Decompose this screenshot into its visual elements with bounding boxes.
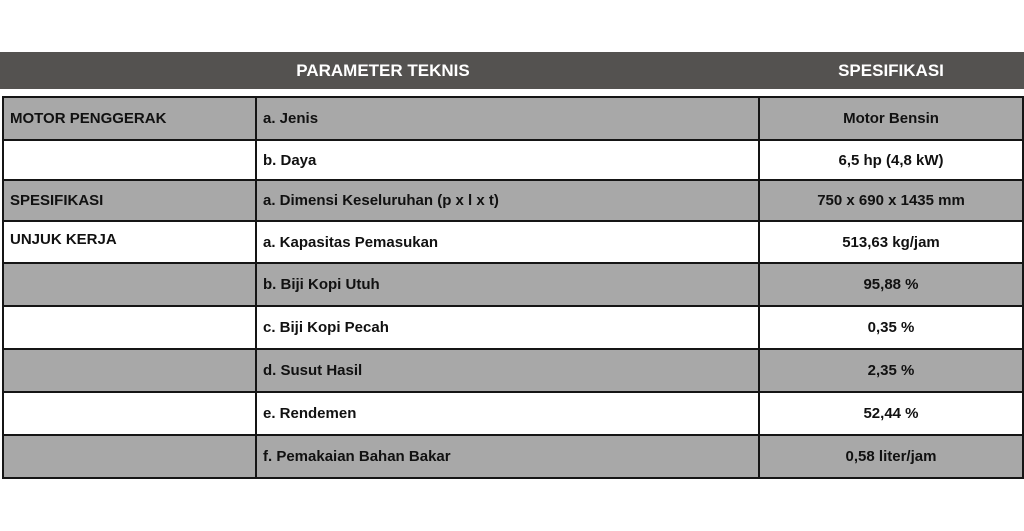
row-value: 513,63 kg/jam <box>759 221 1023 263</box>
row-category <box>3 349 256 392</box>
row-parameter: d. Susut Hasil <box>256 349 759 392</box>
row-value: 6,5 hp (4,8 kW) <box>759 140 1023 180</box>
row-value: 52,44 % <box>759 392 1023 435</box>
table-row <box>3 392 1023 435</box>
table-row <box>3 263 1023 306</box>
row-category: MOTOR PENGGERAK <box>3 97 256 140</box>
table-row <box>3 349 1023 392</box>
table-row <box>3 306 1023 349</box>
header-spesifikasi: SPESIFIKASI <box>838 61 944 80</box>
header-parameter-teknis: PARAMETER TEKNIS <box>296 61 470 80</box>
spec-table <box>2 96 1024 479</box>
row-category: UNJUK KERJA <box>3 221 256 263</box>
row-parameter: b. Biji Kopi Utuh <box>256 263 759 306</box>
row-category <box>3 306 256 349</box>
table-row <box>3 221 1023 263</box>
row-category: SPESIFIKASI <box>3 180 256 221</box>
row-parameter: a. Dimensi Keseluruhan (p x l x t) <box>256 180 759 221</box>
row-value: 0,35 % <box>759 306 1023 349</box>
table-row <box>3 180 1023 221</box>
table-row <box>3 97 1023 140</box>
row-parameter: b. Daya <box>256 140 759 180</box>
row-value: 95,88 % <box>759 263 1023 306</box>
row-value: 0,58 liter/jam <box>759 435 1023 478</box>
row-value: Motor Bensin <box>759 97 1023 140</box>
table-row <box>3 435 1023 478</box>
table-row <box>3 140 1023 180</box>
row-parameter: e. Rendemen <box>256 392 759 435</box>
row-value: 2,35 % <box>759 349 1023 392</box>
row-parameter: c. Biji Kopi Pecah <box>256 306 759 349</box>
row-value: 750 x 690 x 1435 mm <box>759 180 1023 221</box>
table-header-bar <box>0 52 1024 89</box>
row-category <box>3 140 256 180</box>
row-category <box>3 392 256 435</box>
row-parameter: a. Jenis <box>256 97 759 140</box>
row-parameter: f. Pemakaian Bahan Bakar <box>256 435 759 478</box>
row-category <box>3 263 256 306</box>
row-category <box>3 435 256 478</box>
row-parameter: a. Kapasitas Pemasukan <box>256 221 759 263</box>
